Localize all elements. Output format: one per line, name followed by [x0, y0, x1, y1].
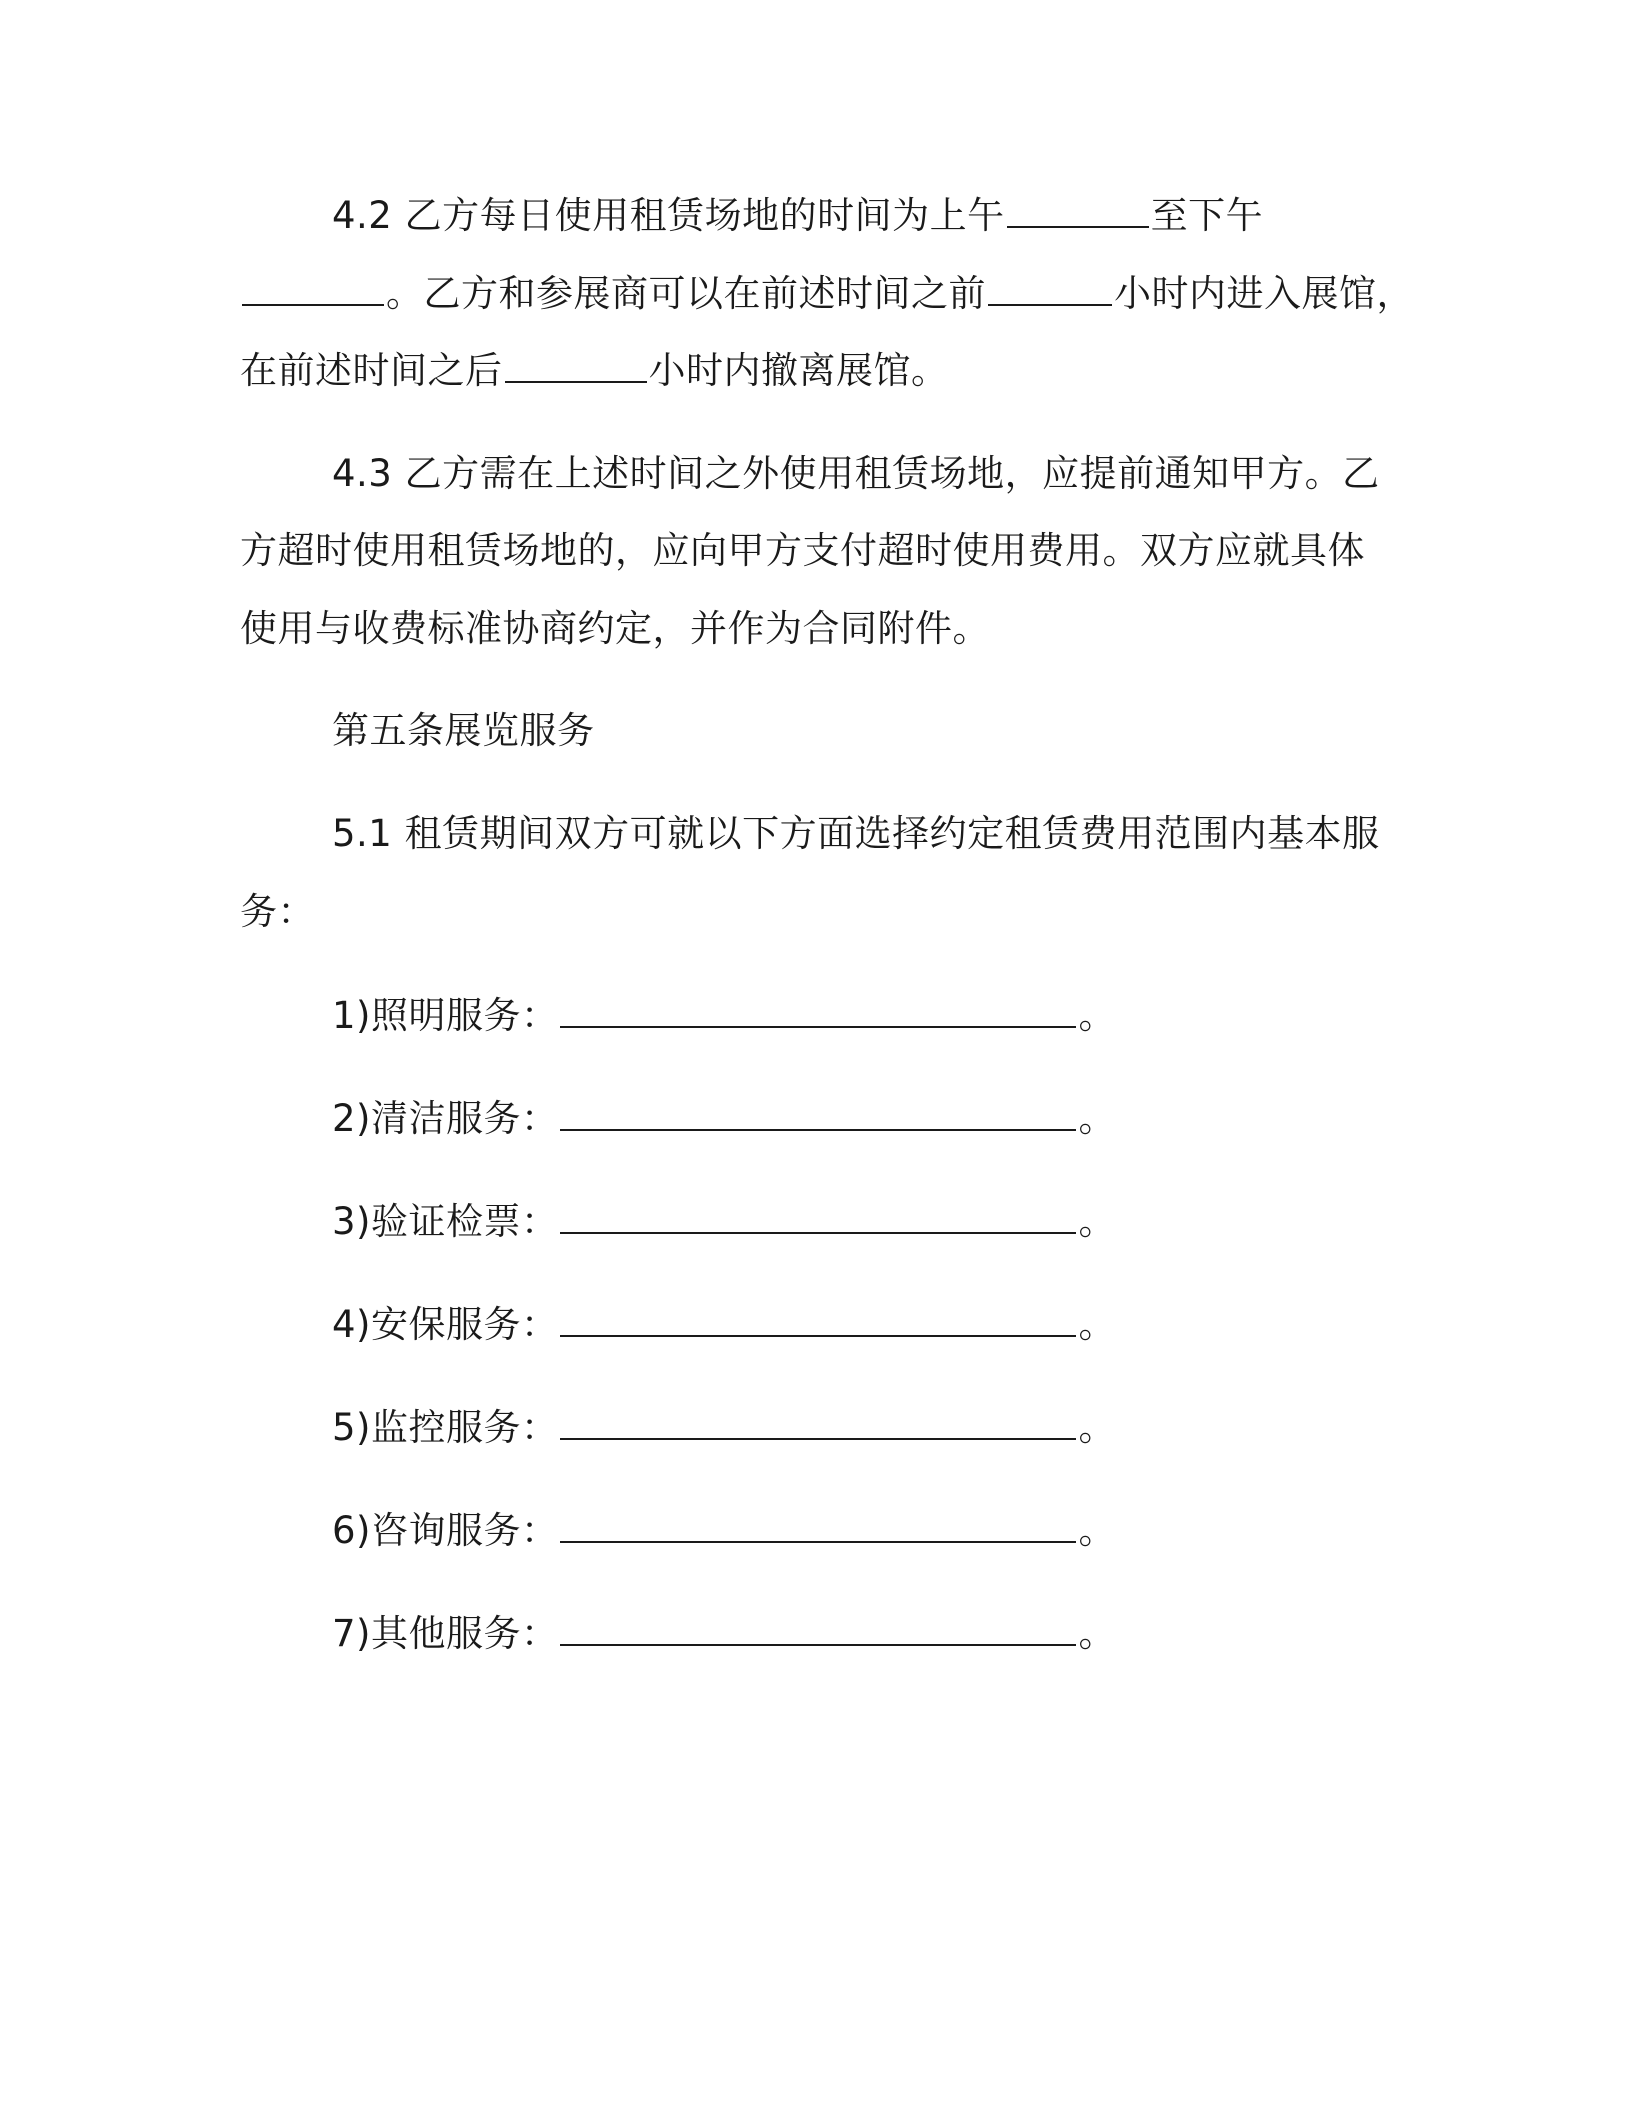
exit-hours-blank[interactable] [505, 351, 647, 383]
service-blank[interactable] [560, 1202, 1076, 1234]
clause-4-2-text-f: 小时内撤离展馆。 [648, 349, 949, 392]
service-item [332, 1196, 1116, 1248]
morning-time-blank[interactable] [1007, 196, 1149, 228]
service-blank[interactable] [560, 1511, 1076, 1543]
service-end: 。 [1078, 1303, 1116, 1346]
clause-5-1-line-1: 5.1 租赁期间双方可就以下方面选择约定租赁费用范围内基本服 [332, 812, 1380, 855]
clause-4-2-text-b: 至下午 [1150, 194, 1264, 237]
clause-4-2-text-c: 。乙方和参展商可以在前述时间之前 [386, 272, 986, 315]
clause-4-3-line-1: 4.3 乙方需在上述时间之外使用租赁场地，应提前通知甲方。乙 [332, 452, 1380, 495]
service-item [332, 990, 1116, 1042]
service-item [332, 1402, 1116, 1454]
afternoon-time-blank[interactable] [242, 274, 384, 306]
clause-4-3-line-3: 使用与收费标准协商约定，并作为合同附件。 [240, 607, 990, 650]
article-5-title: 第五条展览服务 [332, 709, 595, 752]
clause-4-2-text-d: 小时内进入展馆， [1114, 272, 1414, 315]
service-end: 。 [1078, 1097, 1116, 1140]
clause-4-2-text-a: 4.2 乙方每日使用租赁场地的时间为上午 [332, 194, 1005, 237]
service-end: 。 [1078, 1612, 1116, 1655]
service-blank[interactable] [560, 1305, 1076, 1337]
service-blank[interactable] [560, 996, 1076, 1028]
service-blank[interactable] [560, 1408, 1076, 1440]
clause-4-2-line-1 [332, 190, 1263, 242]
service-label: 3)验证检票： [332, 1200, 559, 1243]
service-blank[interactable] [560, 1614, 1076, 1646]
service-end: 。 [1078, 1406, 1116, 1449]
clause-4-2-line-2 [240, 268, 1414, 320]
service-end: 。 [1078, 1509, 1116, 1552]
service-item [332, 1505, 1116, 1557]
service-label: 1)照明服务： [332, 994, 559, 1037]
service-label: 5)监控服务： [332, 1406, 559, 1449]
clause-5-1-line-2: 务： [240, 890, 315, 933]
clause-4-3-line-2: 方超时使用租赁场地的，应向甲方支付超时使用费用。双方应就具体 [240, 529, 1365, 572]
clause-4-2-line-3 [240, 345, 949, 397]
service-item [332, 1093, 1116, 1145]
clause-4-2-text-e: 在前述时间之后 [240, 349, 503, 392]
service-label: 6)咨询服务： [332, 1509, 559, 1552]
entry-hours-blank[interactable] [988, 274, 1112, 306]
service-item [332, 1608, 1116, 1660]
service-label: 4)安保服务： [332, 1303, 559, 1346]
service-item [332, 1299, 1116, 1351]
service-label: 2)清洁服务： [332, 1097, 559, 1140]
service-label: 7)其他服务： [332, 1612, 559, 1655]
service-blank[interactable] [560, 1099, 1076, 1131]
service-end: 。 [1078, 1200, 1116, 1243]
service-end: 。 [1078, 994, 1116, 1037]
